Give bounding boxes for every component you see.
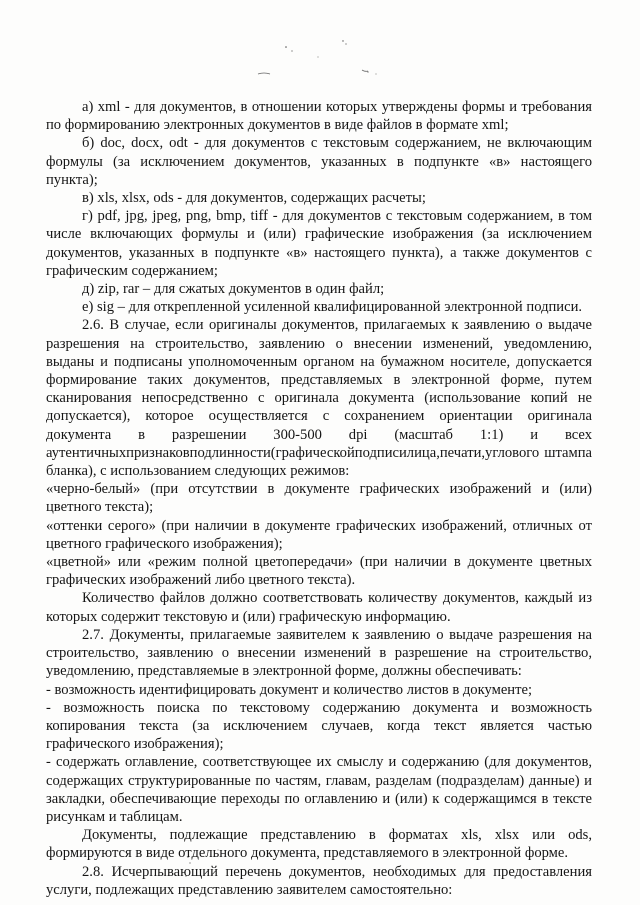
paragraph: а) xml - для документов, в отношении которых утверждены формы и требования по формированию электронных документов в виде файлов в формате xml; [46,99,592,134]
document-body [46,98,592,899]
paragraph: - возможность идентифицировать документ и количество листов в документе; [46,681,533,698]
paragraph: - содержать оглавление, соответствующее их смыслу и содержанию (для документов, содержащих структурированные по частям, главам, разделам (подразделам) данные) и закладки, обеспечивающие переходы по оглавлению и (или) к содержащимся в тексте рисункам и таблицам. [46,754,592,825]
paragraph: «черно-белый» (при отсутствии в документе графических изображений и (или) цветного текста); [46,481,592,516]
paragraph: д) zip, rar – для сжатых документов в один файл; [82,281,385,298]
paragraph: б) doc, docx, odt - для документов с текстовым содержанием, не включающим формулы (за исключением документов, указанных в подпункте «в» настоящего пункта); [46,135,592,188]
paragraph: г) pdf, jpg, jpeg, png, bmp, tiff - для документов с текстовым содержанием, в том числе включающих формулы и (или) графические изображения (за исключением документов, указанных в подпункте «в» настоящего пункта), а также документов с графическим содержанием; [46,208,592,279]
paragraph: 2.8. Исчерпывающий перечень документов, необходимых для предоставления услуги, подлежащих представлению заявителем самостоятельно: [46,863,592,898]
paragraph: 2.6. В случае, если оригиналы документов, прилагаемых к заявлению о выдаче разрешения на строительство, заявлению о внесении изменений, уведомлению, выданы и подписаны уполномоченным органом на бумажном носителе, допускается формирование таких документов, представляемых в электронной форме, путем сканирования непосредственно с оригинала документа (использование копий не допускается), которое осуществляется с сохранением ориентации оригинала документа в разрешении 300-500 dpi (масштаб 1:1) и всех аутентичныхпризнаковподлинности(графическойподписилица,печати,углового штампа бланка), с использованием следующих режимов: [46,317,592,480]
paragraph: 2.7. Документы, прилагаемые заявителем к заявлению о выдаче разрешения на строительство, заявлению о внесении изменений в разрешение на строительство, уведомлению, представляемые в электронной форме, должны обеспечивать: [46,626,592,680]
paragraph: - возможность поиска по текстовому содержанию документа и возможность копирования текста (за исключением случаев, когда текст является частью графического изображения); [46,699,592,753]
paragraph: Документы, подлежащие представлению в форматах xls, xlsx или ods, формируются в виде отдельного документа, представляемого в электронной форме. [46,827,592,862]
paragraph: Количество файлов должно соответствовать количеству документов, каждый из которых содержит текстовую и (или) графическую информацию. [46,590,592,625]
paragraph: «оттенки серого» (при наличии в документе графических изображений, отличных от цветного графического изображения); [46,517,592,552]
paragraph: «цветной» или «режим полной цветопередачи» (при наличии в документе цветных графических изображений либо цветного текста). [46,554,592,589]
paragraph: в) xls, xlsx, ods - для документов, содержащих расчеты; [82,190,426,207]
paragraph: е) sig – для открепленной усиленной квалифицированной электронной подписи. [82,299,583,316]
